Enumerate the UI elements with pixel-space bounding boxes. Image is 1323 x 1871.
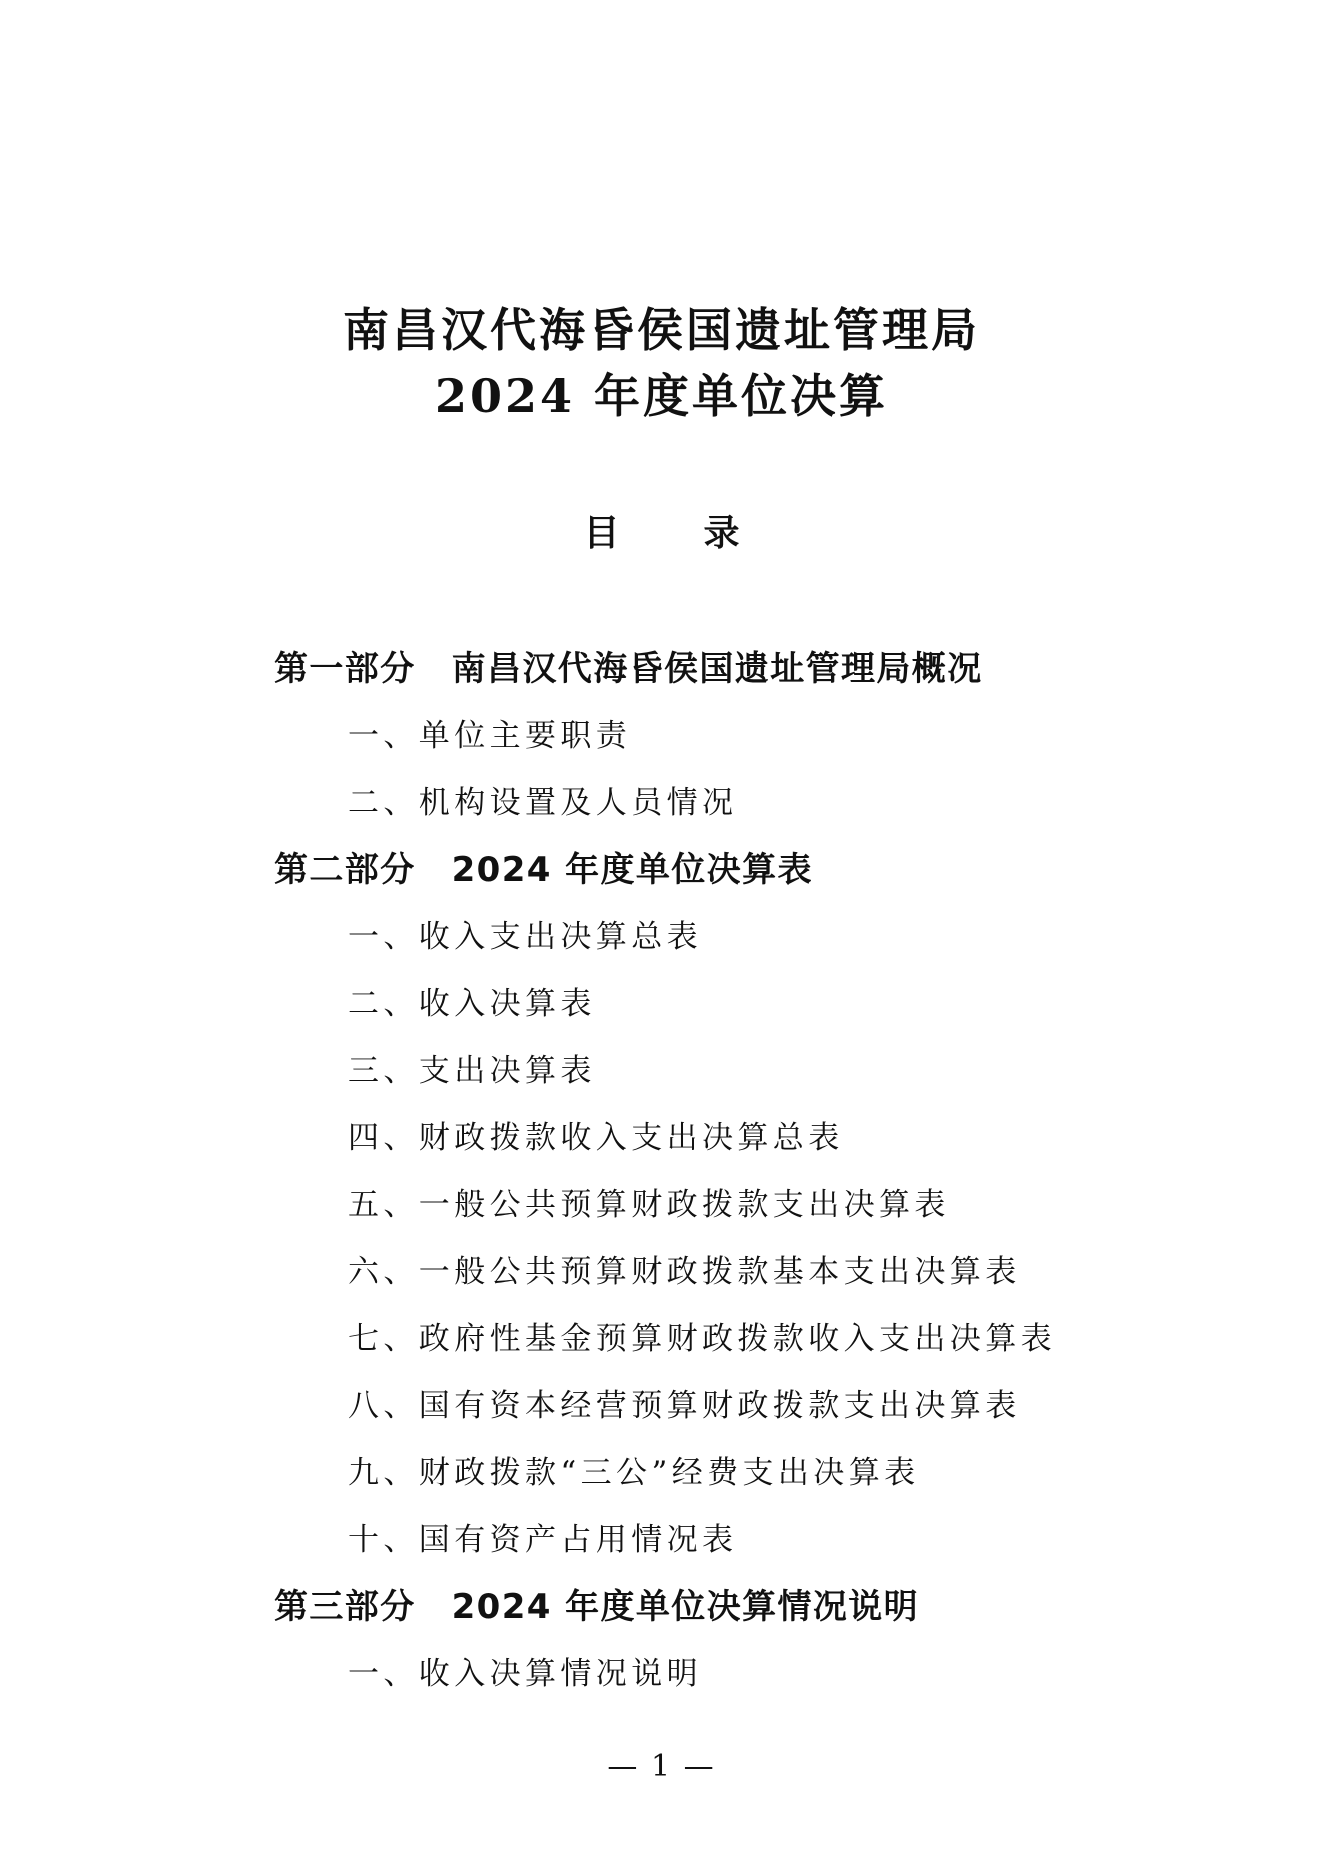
toc-item: 三、支出决算表 xyxy=(348,1053,596,1089)
toc-part-label: 第一部分 xyxy=(274,649,416,689)
toc-item: 七、政府性基金预算财政拨款收入支出决算表 xyxy=(348,1321,1056,1357)
toc-item: 二、机构设置及人员情况 xyxy=(348,785,738,821)
toc-item: 一、单位主要职责 xyxy=(348,718,632,754)
toc-part-label: 第二部分 xyxy=(274,850,416,890)
toc-item: 八、国有资本经营预算财政拨款支出决算表 xyxy=(348,1388,1021,1424)
toc-item: 一、收入支出决算总表 xyxy=(348,919,702,955)
toc-item: 五、一般公共预算财政拨款支出决算表 xyxy=(348,1187,950,1223)
toc-item: 四、财政拨款收入支出决算总表 xyxy=(348,1120,844,1156)
toc-part-title: 2024 年度单位决算表 xyxy=(451,850,813,890)
toc-item: 一、收入决算情况说明 xyxy=(348,1656,702,1692)
toc-item: 十、国有资产占用情况表 xyxy=(348,1522,738,1558)
document-title-line-2: 2024 年度单位决算 xyxy=(434,369,889,423)
toc-part-title: 2024 年度单位决算情况说明 xyxy=(451,1587,920,1627)
toc-item: 二、收入决算表 xyxy=(348,986,596,1022)
toc-part-1 xyxy=(0,636,1323,703)
toc-heading xyxy=(0,510,1323,558)
toc-item: 六、一般公共预算财政拨款基本支出决算表 xyxy=(348,1254,1021,1290)
table-of-contents xyxy=(0,636,1323,1708)
document-title-line-1: 南昌汉代海昏侯国遗址管理局 xyxy=(343,303,980,357)
page-number: — 1 — xyxy=(607,1749,716,1784)
toc-heading-char-1: 目 xyxy=(583,513,620,554)
toc-part-label: 第三部分 xyxy=(274,1587,416,1627)
toc-part-2 xyxy=(0,837,1323,904)
toc-heading-char-2: 录 xyxy=(703,513,740,554)
toc-part-title: 南昌汉代海昏侯国遗址管理局概况 xyxy=(451,649,983,689)
toc-item: 九、财政拨款“三公”经费支出决算表 xyxy=(348,1455,920,1491)
toc-part-3 xyxy=(0,1574,1323,1641)
